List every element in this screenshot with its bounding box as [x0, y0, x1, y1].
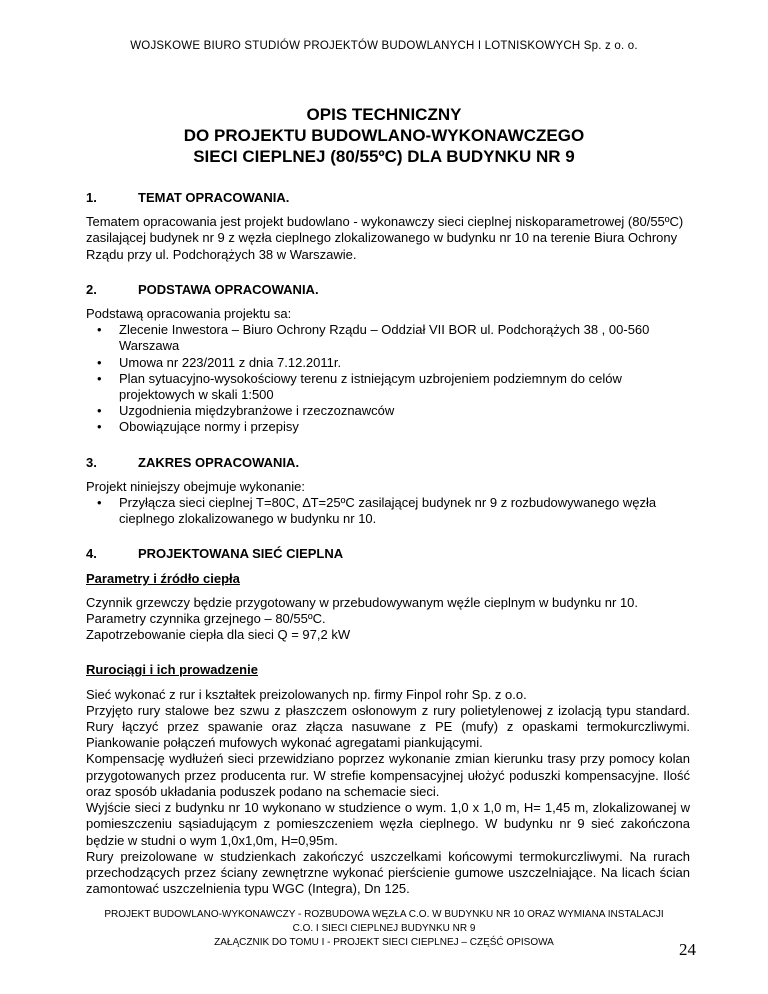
- list-item: • Zlecenie Inwestora – Biuro Ochrony Rządu – Oddział VII BOR ul. Podchorążych 38 , 00-560 Warszawa: [86, 322, 690, 354]
- subsection-heading-pipelines: Rurociągi i ich prowadzenie: [86, 662, 258, 678]
- section-number: 1.: [86, 190, 97, 205]
- document-body: [86, 190, 690, 897]
- text-line: Parametry czynnika grzejnego – 80/55ºC.: [86, 611, 326, 627]
- section-4-heading: [86, 546, 690, 562]
- list-item: • Przyłącza sieci cieplnej T=80C, ∆T=25ºC zasilającej budynek nr 9 z rozbudowywanego węzła cieplnego zlokalizowanego w budynku nr 10.: [86, 495, 690, 527]
- section-title: TEMAT OPRACOWANIA.: [138, 190, 290, 205]
- document-title: [0, 104, 768, 167]
- section-2-heading: [86, 282, 690, 298]
- title-line-3: SIECI CIEPLNEJ (80/55ºC) DLA BUDYNKU NR 9: [193, 147, 575, 166]
- list-item: • Uzgodnienia międzybranżowe i rzeczoznawców: [86, 403, 690, 419]
- text-line: Wyjście sieci z budynku nr 10 wykonano w studzience o wym. 1,0 x 1,0 m, H= 1,45 m, zlokalizowanej w pomieszczeniu sąsiadującym z pomieszczeniem węzła cieplnego. W budynku nr 9 sieć zakończona będzie w studni o wym 1,0x1,0m, H=0,95m.: [86, 800, 690, 848]
- footer-line-1: PROJEKT BUDOWLANO-WYKONAWCZY - ROZBUDOWA WĘZŁA C.O. W BUDYNKU NR 10 ORAZ WYMIANA INSTALACJI: [104, 909, 664, 920]
- section-2-intro: Podstawą opracowania projektu sa:: [86, 306, 292, 322]
- section-title: PROJEKTOWANA SIEĆ CIEPLNA: [138, 546, 344, 562]
- subsection-parameters-text: [86, 595, 690, 644]
- text-line: Rury preizolowane w studzienkach zakończyć uszczelkami końcowymi termokurczliwymi. Na rurach przechodzących przez ściany zewnętrzne wykonać pierścienie gumowe uszczelniające. Na licach ścian zamontować uszczelnienia typu WGC (Integra), Dn 125.: [86, 848, 690, 897]
- footer-line-3: ZAŁĄCZNIK DO TOMU I - PROJEKT SIECI CIEPLNEJ – CZĘŚĆ OPISOWA: [214, 937, 554, 948]
- section-number: 3.: [86, 454, 97, 470]
- section-3-intro: Projekt niniejszy obejmuje wykonanie:: [86, 478, 305, 494]
- text-line: Zapotrzebowanie ciepła dla sieci Q = 97,2 kW: [86, 627, 351, 643]
- section-number: 4.: [86, 546, 97, 562]
- page-footer: [0, 908, 768, 950]
- subsection-heading-parameters: Parametry i źródło ciepła: [86, 570, 240, 586]
- text-line: Kompensację wydłużeń sieci przewidziano poprzez wykonanie zmian kierunku trasy przy pomocy kolan przygotowanych przez producenta rur. W strefie kompensacyjnej ułożyć poduszki kompensacyjne. Ilość oraz sposób układania poduszek podano na schemacie sieci.: [86, 751, 690, 799]
- page-header: WOJSKOWE BIURO STUDIÓW PROJEKTÓW BUDOWLANYCH I LOTNISKOWYCH Sp. z o. o.: [130, 40, 638, 52]
- list-item: • Plan sytuacyjno-wysokościowy terenu z istniejącym uzbrojeniem podziemnym do celów projektowych w skali 1:500: [86, 371, 690, 403]
- list-item: • Obowiązujące normy i przepisy: [86, 419, 690, 435]
- text-line: Sieć wykonać z rur i kształtek preizolowanych np. firmy Finpol rohr Sp. z o.o.: [86, 686, 527, 702]
- text-line: Przyjęto rury stalowe bez szwu z płaszczem osłonowym z rury polietylenowej z izolacją typu standard. Rury łączyć przez spawanie oraz złącza nasuwane z PE (mufy) z opaskami termokurczliwymi. Piankowanie połączeń mufowych wykonać agregatami piankującymi.: [86, 702, 690, 751]
- section-title: ZAKRES OPRACOWANIA.: [138, 454, 300, 470]
- subsection-pipelines-text: [86, 687, 690, 898]
- section-3-heading: [86, 455, 690, 471]
- section-1-heading: [86, 190, 690, 206]
- section-3-bullet-list: [86, 495, 690, 527]
- footer-line-2: C.O. I SIECI CIEPLNEJ BUDYNKU NR 9: [292, 923, 476, 934]
- list-item: • Umowa nr 223/2011 z dnia 7.12.2011r.: [86, 355, 690, 371]
- section-1-paragraph: Tematem opracowania jest projekt budowlano - wykonawczy sieci cieplnej niskoparametrowej (80/55ºC) zasilającej budynek nr 9 z węzła cieplnego zlokalizowanego w budynku nr 10 na terenie Biura Ochrony Rządu przy ul. Podchorążych 38 w Warszawie.: [86, 214, 684, 262]
- text-line: Czynnik grzewczy będzie przygotowany w przebudowywanym węźle cieplnym w budynku nr 10.: [86, 594, 639, 610]
- title-line-1: OPIS TECHNICZNY: [306, 105, 462, 124]
- title-line-2: DO PROJEKTU BUDOWLANO-WYKONAWCZEGO: [183, 126, 585, 145]
- section-2-bullet-list: [86, 322, 690, 435]
- section-number: 2.: [86, 281, 97, 297]
- page-number: 24: [679, 940, 696, 959]
- section-title: PODSTAWA OPRACOWANIA.: [138, 281, 319, 297]
